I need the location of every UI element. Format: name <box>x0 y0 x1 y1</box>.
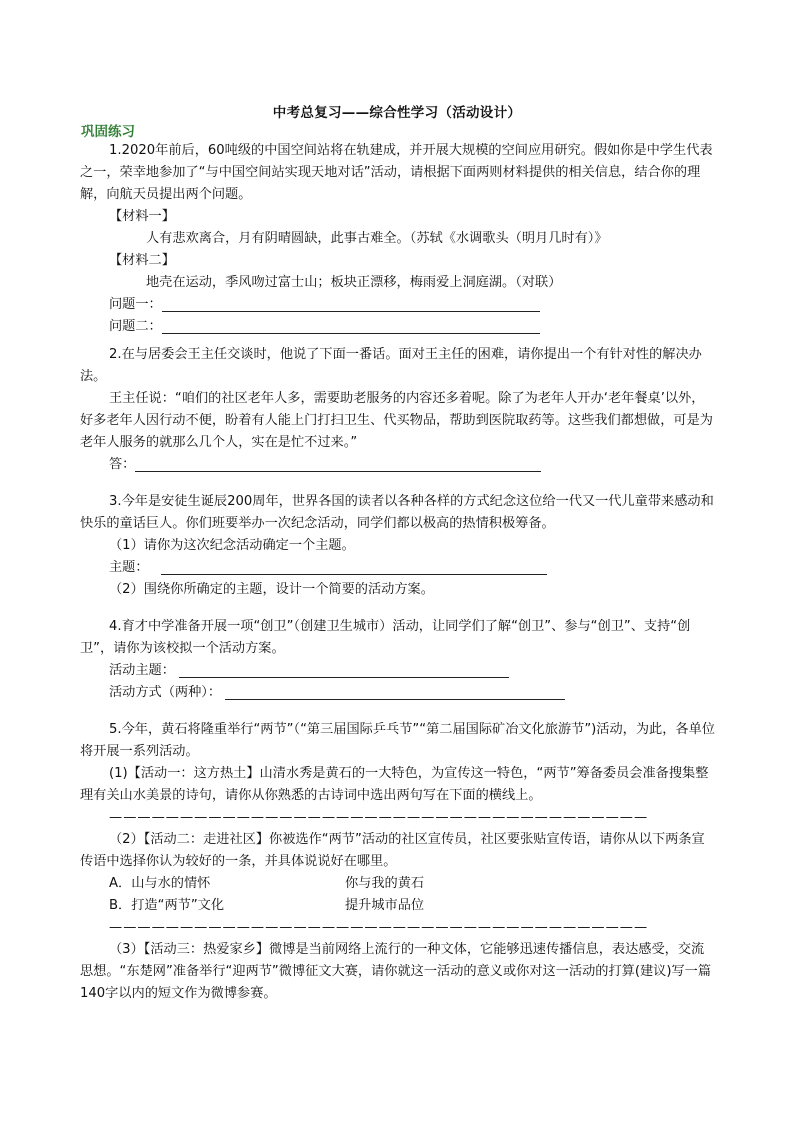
q1-material1-text: 人有悲欢离合，月有阴晴圆缺，此事古难全。（苏轼《水调歌头（明月几时有）》 <box>146 231 608 246</box>
q1-answer-row-1 <box>80 294 716 316</box>
page-title: 中考总复习——综合性学习（活动设计） <box>272 105 522 121</box>
q1-answer2-label: 问题二： <box>109 319 162 334</box>
q4-text: 4.育才中学准备开展一项“创卫”（创建卫生城市）活动，让同学们了解“创卫”、参与“创卫”、支持“创卫”，请你为该校拟一个活动方案。 <box>80 619 691 656</box>
q4-theme-line[interactable] <box>179 663 509 678</box>
q5-option-a-part1: A．山与水的情怀 <box>109 876 211 891</box>
q1-material2-label: 【材料二】 <box>109 253 175 268</box>
q1-answer1-label: 问题一： <box>109 297 162 312</box>
q5-text: 5.今年，黄石将隆重举行“两节”（“第三届国际乒乓节”“第二届国际矿冶文化旅游节”)活动，为此，各单位将开展一系列活动。 <box>80 722 715 759</box>
q3-sub1: （1）请你为这次纪念活动确定一个主题。 <box>109 538 355 553</box>
q1-text: 1.2020年前后，60吨级的中国空间站将在轨建成，并开展大规模的空间应用研究。假如你是中学生代表之一，荣幸地参加了“与中国空间站实现天地对话”活动，请根据下面两则材料提供的相关信息，结合你的理解，向航天员提出两个问题。 <box>80 143 713 202</box>
q1-answer1-line[interactable] <box>162 297 540 312</box>
q2-answer-label: 答： <box>109 457 136 472</box>
q3-sub2: （2）围绕你所确定的主题，设计一个简要的活动方案。 <box>109 582 434 597</box>
q3-theme-label: 主题： <box>109 560 149 575</box>
q5-activity2: （2）【活动二：走进社区】你被选作“两节”活动的社区宣传员，社区要张贴宣传语，请你从以下两条宣传语中选择你认为较好的一条，并具体说说好在哪里。 <box>80 832 705 869</box>
q3-theme-row <box>80 557 716 579</box>
q4-method-row <box>80 682 716 704</box>
q4-theme-label: 活动主题： <box>109 663 175 678</box>
q4-theme-row <box>80 660 716 682</box>
q1-answer-row-2 <box>80 316 716 338</box>
q3-theme-line[interactable] <box>161 560 547 575</box>
q2-text: 2.在与居委会王主任交谈时，他说了下面一番话。面对王主任的困难，请你提出一个有针对性的解决办法。 <box>80 347 702 384</box>
q5-option-b <box>80 895 716 917</box>
q5-dash-line-1[interactable]: —————————————————————————————————————— <box>109 810 649 825</box>
q5-option-b-part2: 提升城市品位 <box>345 898 425 913</box>
q1-material1-label: 【材料一】 <box>109 209 175 224</box>
q5-activity1: (1)【活动一：这方热土】山清水秀是黄石的一大特色，为宣传这一特色，“两节”筹备委员会准备搜集整理有关山水美景的诗句，请你从你熟悉的古诗词中选出两句写在下面的横线上。 <box>80 766 709 803</box>
question-2 <box>80 344 716 476</box>
question-1 <box>80 140 716 338</box>
q5-activity3: （3）【活动三：热爱家乡】微博是当前网络上流行的一种文体，它能够迅速传播信息，表达感受，交流思想。“东楚网”准备举行“迎两节”微博征文大赛，请你就这一活动的意义或你对这一活动的打算(建议)写一篇140字以内的短文作为微博参赛。 <box>80 942 712 1001</box>
q5-option-a <box>80 873 716 895</box>
q1-answer2-line[interactable] <box>162 319 540 334</box>
q2-answer-row <box>80 454 716 476</box>
q5-dash-line-2[interactable]: —————————————————————————————————————— <box>109 920 649 935</box>
q2-answer-line[interactable] <box>135 457 541 472</box>
question-4 <box>80 616 716 704</box>
question-3 <box>80 491 716 601</box>
section-tag: 巩固练习 <box>81 124 135 140</box>
q1-material2-text: 地壳在运动，季风吻过富士山；板块正漂移，梅雨爱上洞庭湖。（对联） <box>146 275 562 290</box>
q4-method-line[interactable] <box>225 685 565 700</box>
question-5 <box>80 719 716 1005</box>
q5-option-a-part2: 你与我的黄石 <box>345 876 425 891</box>
q2-quote: 王主任说：“咱们的社区老年人多，需要助老服务的内容还多着呢。除了为老年人开办‘老年餐桌’以外，好多老年人因行动不便，盼着有人能上门打扫卫生、代买物品，帮助到医院取药等。这些我们都想做，可是为老年人服务的就那么几个人，实在是忙不过来。” <box>80 391 713 450</box>
q4-method-label: 活动方式（两种）： <box>109 685 222 700</box>
q3-text: 3.今年是安徒生诞辰200周年，世界各国的读者以各种各样的方式纪念这位给一代又一代儿童带来感动和快乐的童话巨人。你们班要举办一次纪念活动，同学们都以极高的热情积极筹备。 <box>80 494 714 531</box>
q5-option-b-part1: B．打造“两节”文化 <box>109 898 225 913</box>
